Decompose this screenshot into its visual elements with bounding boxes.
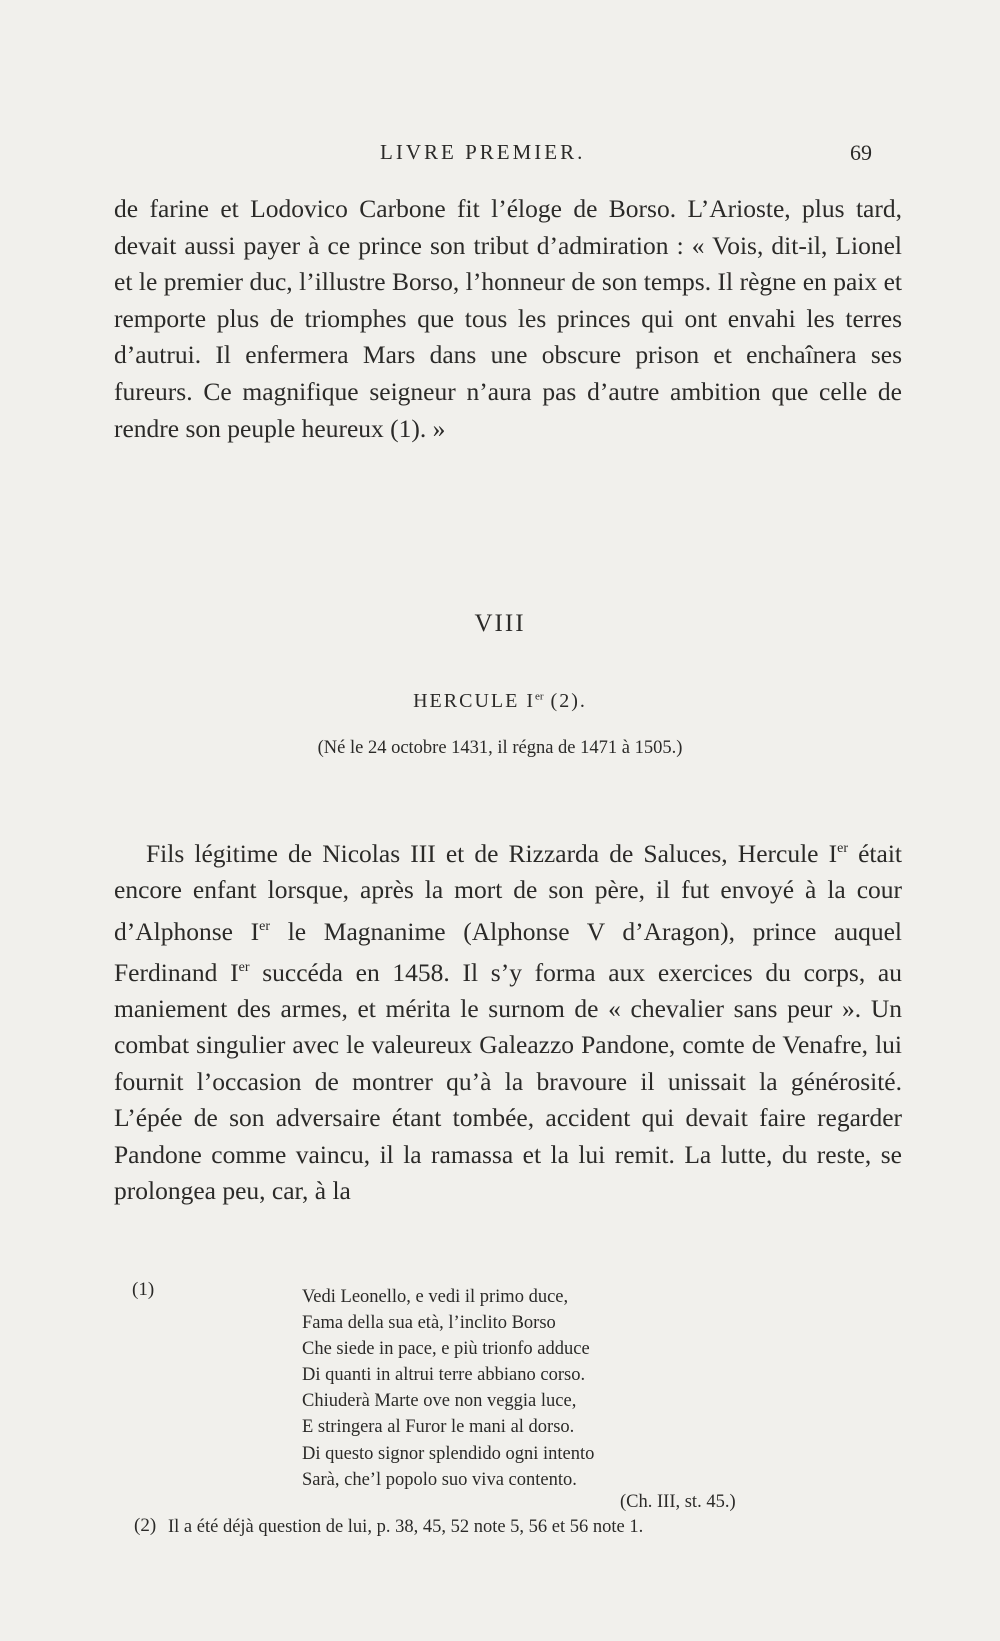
footnote-1-verse xyxy=(302,1284,722,1493)
running-title: LIVRE PREMIER. xyxy=(380,140,586,164)
section-title xyxy=(0,690,1000,713)
footnote-1-marker: (1) xyxy=(132,1279,155,1300)
verse-line: Di quanti in altrui terre abbiano corso. xyxy=(302,1365,586,1386)
verse-line: Di questo signor splendido ogni intento xyxy=(302,1443,595,1464)
verse-line: Sarà, che’l popolo suo viva contento. xyxy=(302,1469,577,1490)
paragraph-continued: de farine et Lodovico Carbone fit l’éloge de Borso. L’Arioste, plus tard, devait aussi payer à ce prince son tribut d’admiration : « Vois, dit-il, Lionel et le premier duc, l’illustre Borso, l’honneur de son temps. Il règne en paix et remporte plus de triomphes que tous les princes qui ont envahi les terres d’autrui. Il enfermera Mars dans une obscure prison et enchaînera ses fureurs. Ce magnifique seigneur n’aura pas d’autre ambition que celle de rendre son peuple heureux (1). » xyxy=(114,194,902,443)
paragraph-text-part: était encore enfant lorsque, après la mort de son père, il fut envoyé à la cour d’Alphonse I xyxy=(114,838,902,946)
section-subtitle: (Né le 24 octobre 1431, il régna de 1471 à 1505.) xyxy=(317,738,683,758)
paragraph-hercule xyxy=(114,831,902,1210)
footnote-2-text: Il a été déjà question de lui, p. 38, 45, 52 note 5, 56 et 56 note 1. xyxy=(168,1517,644,1537)
verse-line: E stringera al Furor le mani al dorso. xyxy=(302,1417,575,1438)
verse-line: Chiuderà Marte ove non veggia luce, xyxy=(302,1391,577,1412)
page-number: 69 xyxy=(850,140,872,165)
verse-line: Che siede in pace, e più trionfo adduce xyxy=(302,1339,590,1360)
section-title-note-ref: (2). xyxy=(543,690,587,712)
footnote-2-marker: (2) xyxy=(134,1515,157,1536)
paragraph-text-part: succéda en 1458. Il s’y forma aux exercices du corps, au maniement des armes, et mérita le surnom de « chevalier sans peur ». Un combat singulier avec le valeureux Galeazzo Pandone, comte de Venafre, lui fournit l’occasion de montrer qu’à la bravoure il unissait la générosité. L’épée de son adversaire étant tombée, accident qui devait faire regarder Pandone comme vaincu, il la ramassa et la lui remit. La lutte, du reste, se prolongea peu, car, à la xyxy=(114,957,902,1206)
ordinal-superscript: er xyxy=(259,918,271,934)
section-number: VIII xyxy=(474,610,526,637)
verse-citation: (Ch. III, st. 45.) xyxy=(620,1492,736,1512)
paragraph-text-part: le Magnanime (Alphonse V d’Aragon), prince auquel Ferdinand I xyxy=(114,916,902,987)
ordinal-superscript: er xyxy=(837,841,848,856)
section-title-ordinal: er xyxy=(535,690,544,703)
section-title-name: HERCULE I xyxy=(413,690,535,712)
ordinal-superscript: er xyxy=(238,959,250,975)
running-head xyxy=(0,140,1000,170)
verse-line: Vedi Leonello, e vedi il primo duce, xyxy=(302,1287,569,1307)
paragraph-text-part: Fils légitime de Nicolas III et de Rizzarda de Saluces, Hercule I xyxy=(146,838,838,868)
verse-line: Fama della sua età, l’inclito Borso xyxy=(302,1313,556,1334)
